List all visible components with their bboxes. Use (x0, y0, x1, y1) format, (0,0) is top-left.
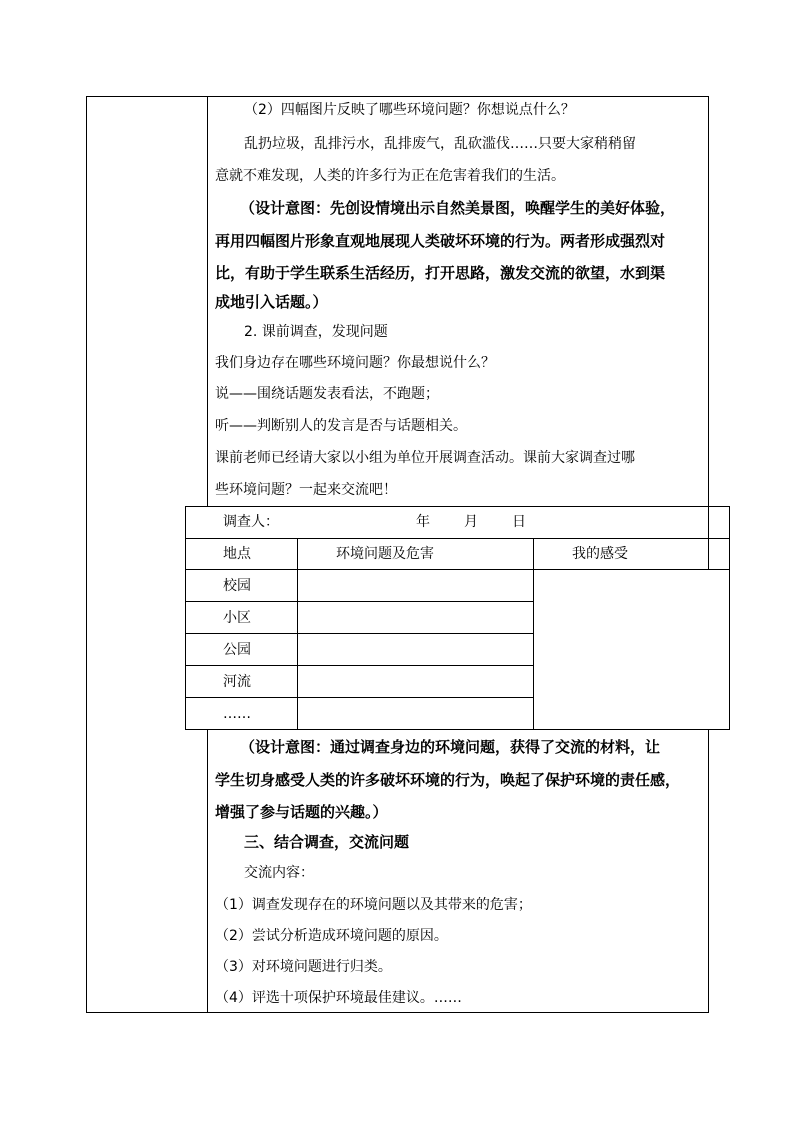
outer-column-divider-lower (207, 729, 208, 1013)
place-cell: 公园 (223, 642, 251, 658)
text-line: 交流内容： (244, 865, 314, 881)
outer-right-border (708, 96, 709, 506)
text-line: （2）四幅图片反映了哪些环境问题？你想说点什么？ (244, 102, 575, 118)
outer-top-border (86, 96, 709, 97)
outer-left-border (86, 96, 87, 1013)
section-heading: 三、结合调查，交流问题 (244, 833, 410, 851)
text-line: 意就不难发现，人类的许多行为正在危害着我们的生活。 (215, 168, 565, 184)
header-problem: 环境问题及危害 (336, 546, 434, 562)
design-intent-line: 再用四幅图片形象直观地展现人类破坏环境的行为。两者形成强烈对 (215, 232, 666, 250)
text-line: 听——判断别人的发言是否与话题相关。 (215, 418, 467, 434)
text-line: 课前老师已经请大家以小组为单位开展调查活动。课前大家调查过哪 (215, 450, 635, 466)
list-item: （1）调查发现存在的环境问题以及其带来的危害； (215, 897, 532, 913)
section-heading: 2. 课前调查，发现问题 (244, 324, 388, 340)
design-intent-line: （设计意图：先创设情境出示自然美景图，唤醒学生的美好体验， (240, 199, 676, 217)
list-item: （3）对环境问题进行归类。 (215, 959, 392, 975)
design-intent-line: 增强了参与话题的兴趣。） (215, 803, 388, 821)
outer-column-divider (207, 96, 208, 506)
year-label: 年 (416, 514, 430, 530)
month-label: 月 (464, 514, 478, 530)
header-feeling: 我的感受 (572, 546, 628, 562)
text-line: 我们身边存在哪些环境问题？你最想说什么？ (215, 355, 495, 371)
text-line: 些环境问题？一起来交流吧！ (215, 482, 397, 498)
design-intent-line: 学生切身感受人类的许多破坏环境的行为，唤起了保护环境的责任感， (215, 771, 681, 789)
place-cell: 校园 (223, 578, 251, 594)
header-place: 地点 (223, 546, 251, 562)
design-intent-line: 比，有助于学生联系生活经历，打开思路，激发交流的欲望，水到渠 (215, 264, 666, 282)
design-intent-line: （设计意图：通过调查身边的环境问题，获得了交流的材料，让 (240, 738, 661, 756)
surveyor-label: 调查人： (223, 514, 279, 530)
design-intent-line: 成地引入话题。） (215, 293, 328, 311)
place-cell: 河流 (223, 674, 251, 690)
list-item: （4）评选十项保护环境最佳建议。…… (215, 990, 462, 1006)
text-line: 说——围绕话题发表看法，不跑题； (215, 386, 439, 402)
list-item: （2）尝试分析造成环境问题的原因。 (215, 928, 448, 944)
outer-bottom-border (86, 1012, 709, 1013)
outer-right-border-lower (708, 729, 709, 1013)
text-line: 乱扔垃圾，乱排污水，乱排废气，乱砍滥伐……只要大家稍稍留 (244, 136, 636, 152)
day-label: 日 (512, 514, 526, 530)
place-cell: …… (223, 706, 251, 722)
place-cell: 小区 (223, 610, 251, 626)
